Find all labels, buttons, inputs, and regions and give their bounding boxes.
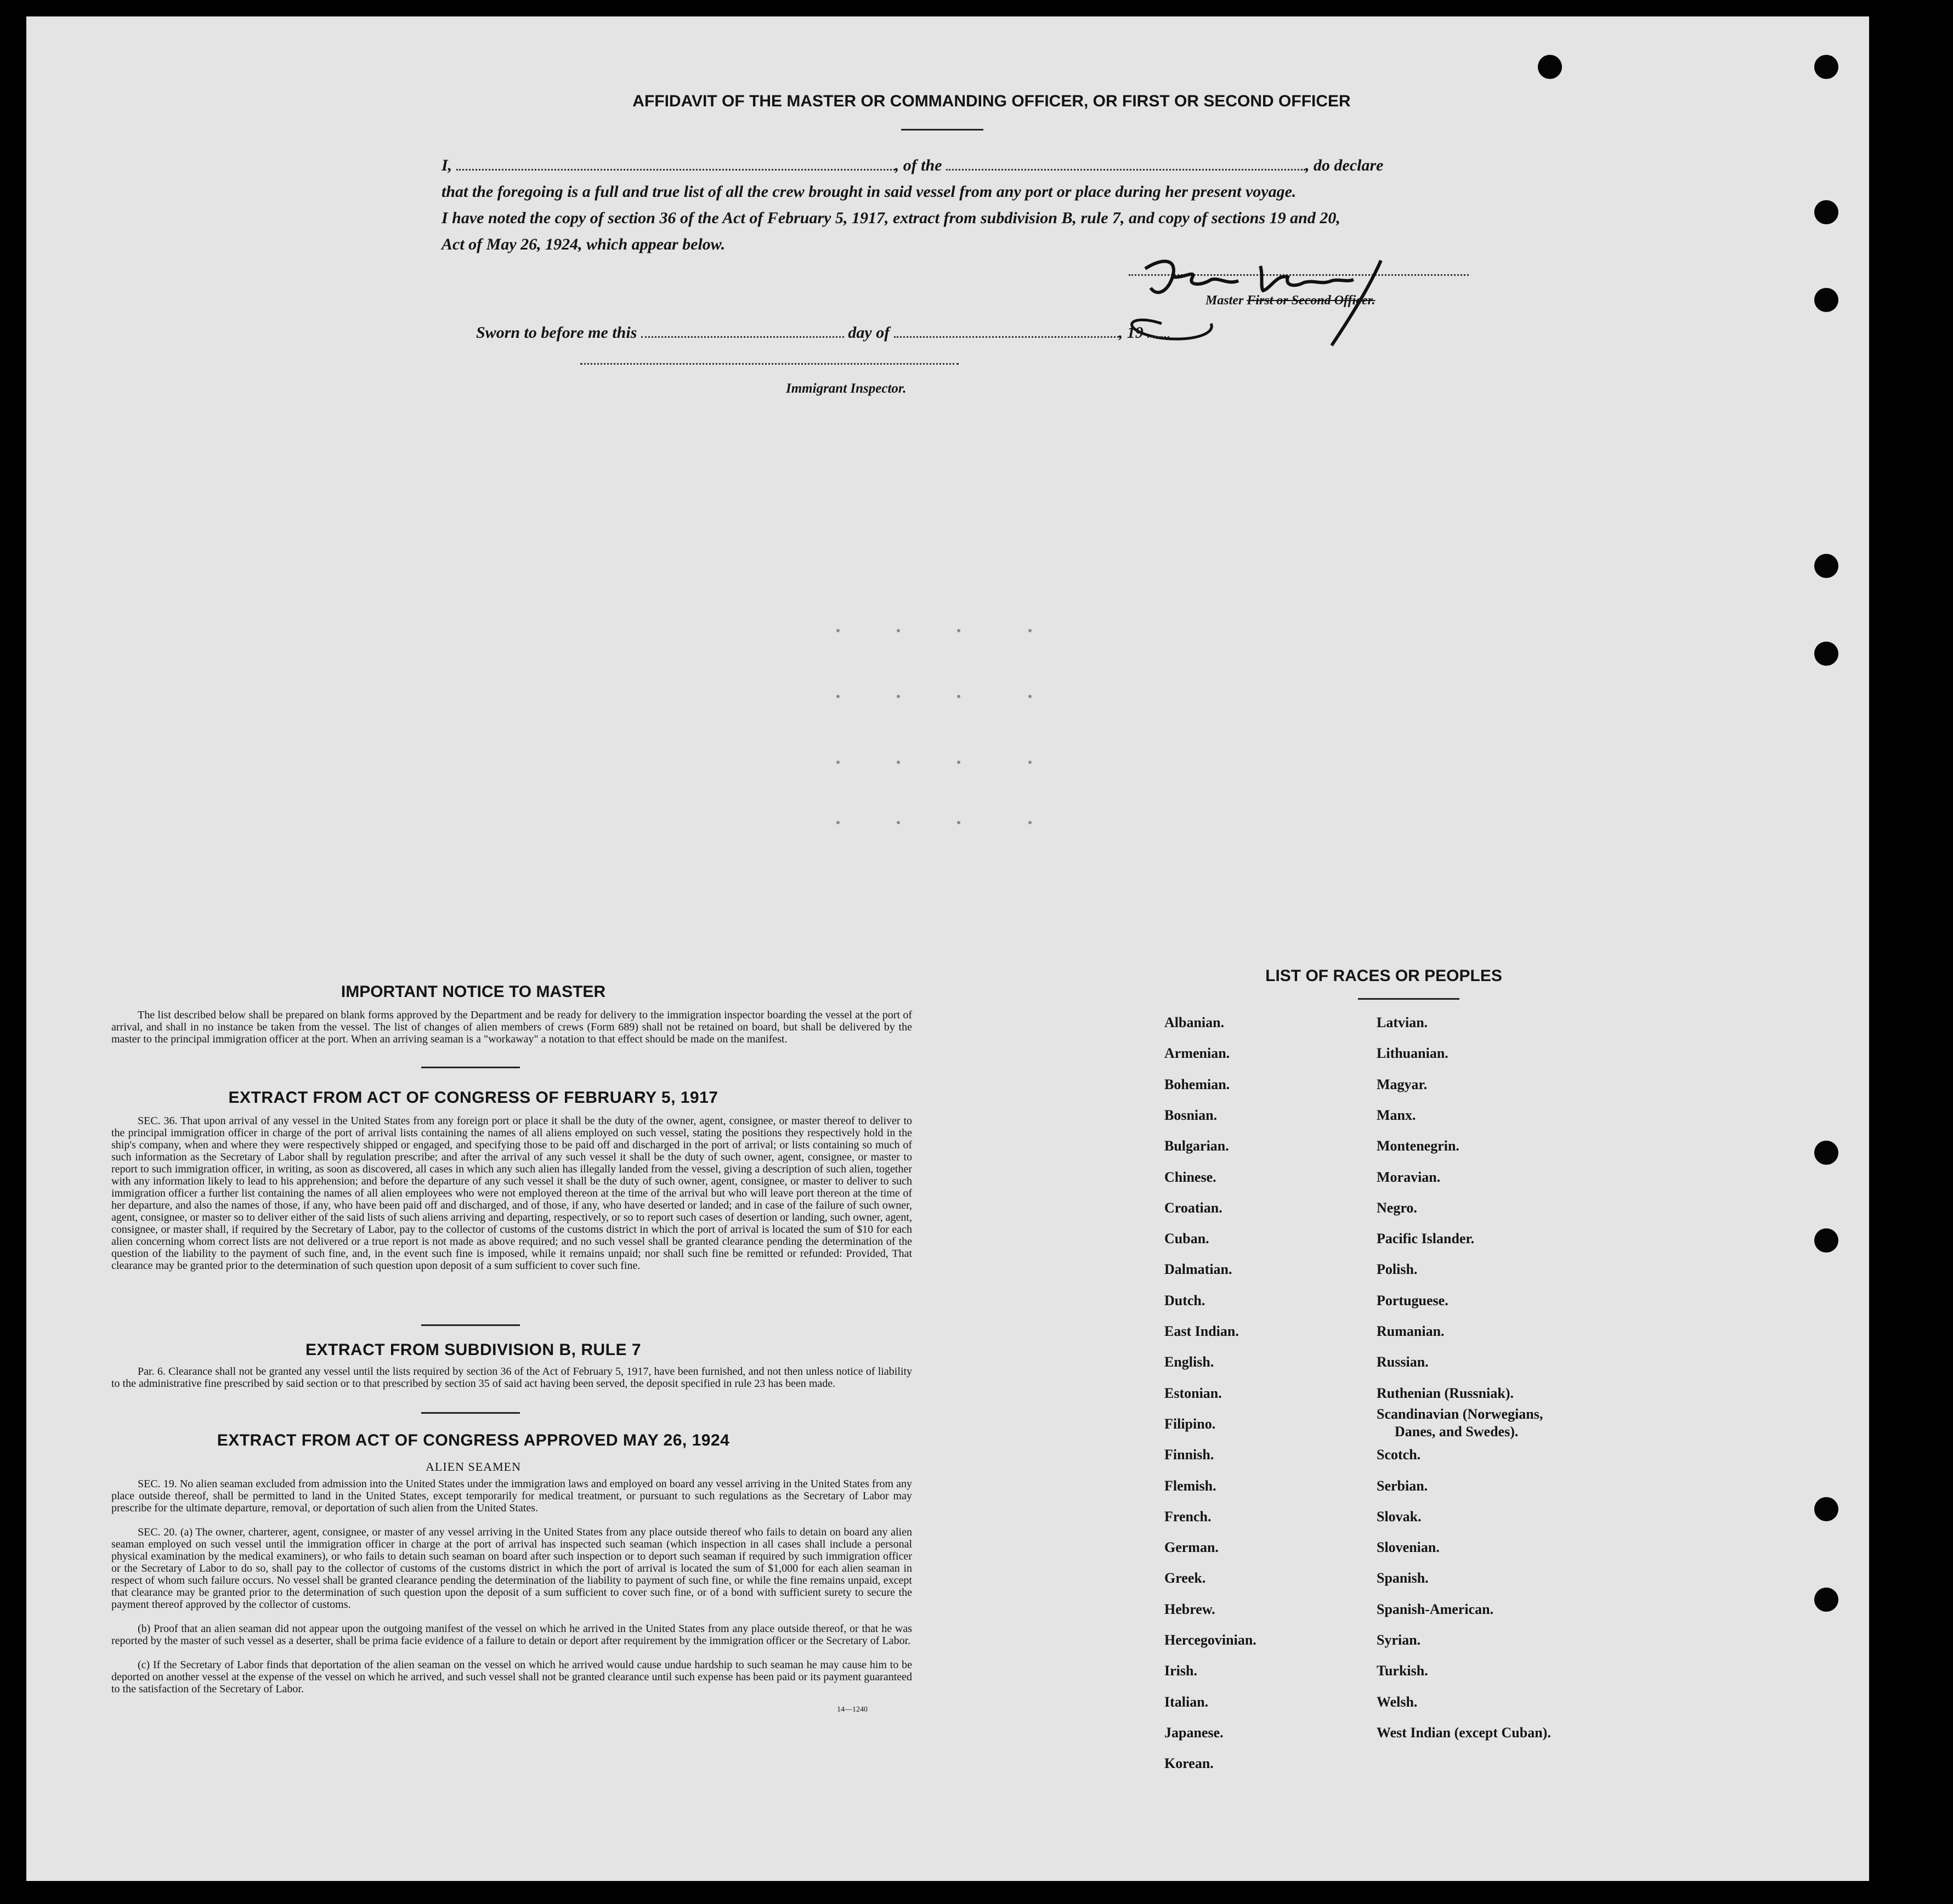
declaration-i-label: I, <box>441 156 452 174</box>
race-item: Estonian. <box>1164 1385 1222 1401</box>
section-rule <box>421 1067 520 1068</box>
race-item: Hercegovinian. <box>1164 1632 1256 1648</box>
extract-1924-title: EXTRACT FROM ACT OF CONGRESS APPROVED MAY 26, 1924 <box>217 1431 730 1449</box>
races-title: LIST OF RACES OR PEOPLES <box>1265 967 1502 985</box>
race-item: West Indian (except Cuban). <box>1377 1724 1551 1741</box>
race-item: Bohemian. <box>1164 1076 1230 1092</box>
extract-rule7-text: Par. 6. Clearance shall not be granted any vessel until the lists required by section 36 of the Act of February 5, 1917, have been furnished, and not then unless notice of liability to the administrative fine prescribed by said section or to that prescribed by section 35 of said act having been served, the deposit specified in rule 23 has been made. <box>111 1365 912 1390</box>
race-item: Dutch. <box>1164 1292 1205 1308</box>
day-of-label: day of <box>848 324 890 342</box>
race-item: Croatian. <box>1164 1199 1222 1216</box>
race-item: Magyar. <box>1377 1076 1428 1092</box>
declaration-line-3: I have noted the copy of section 36 of the Act of February 5, 1917, extract from subdivision B, rule 7, and copy of sections 19 and 20, <box>441 209 1340 227</box>
race-item: Rumanian. <box>1377 1323 1445 1339</box>
race-item: Lithuanian. <box>1377 1045 1448 1062</box>
extract-1924-subtitle: ALIEN SEAMEN <box>426 1460 521 1474</box>
sec-20b-text: (b) Proof that an alien seaman did not appear upon the outgoing manifest of the vessel on which he arrived in the United States from any place outside thereof, or that he was reported by the master of such vessel as a deserter, shall be prima facie evidence of a failure to detain or deport after requirement by the immigration officer or the Secretary of Labor. <box>111 1623 912 1647</box>
race-item: German. <box>1164 1539 1219 1556</box>
sworn-label: Sworn to before me this <box>476 324 637 342</box>
race-item: Filipino. <box>1164 1415 1216 1432</box>
section-rule <box>421 1324 520 1326</box>
race-item: Negro. <box>1377 1199 1417 1216</box>
race-item: French. <box>1164 1508 1212 1525</box>
race-item: Korean. <box>1164 1755 1214 1772</box>
race-item: Albanian. <box>1164 1015 1225 1030</box>
race-item: Spanish. <box>1377 1570 1429 1586</box>
extract-rule7-title: EXTRACT FROM SUBDIVISION B, RULE 7 <box>305 1341 642 1359</box>
race-item: Ruthenian (Russniak). <box>1377 1385 1514 1401</box>
race-item: Russian. <box>1377 1354 1429 1370</box>
race-item: Moravian. <box>1377 1169 1441 1185</box>
punch-hole <box>1814 1228 1838 1253</box>
master-label: Master <box>1205 293 1244 308</box>
notice-title: IMPORTANT NOTICE TO MASTER <box>341 983 606 1001</box>
race-item: Montenegrin. <box>1377 1138 1459 1154</box>
race-item: Slovenian. <box>1377 1539 1440 1556</box>
of-the-label: , of the <box>895 156 942 174</box>
race-item: Hebrew. <box>1164 1601 1215 1617</box>
punch-hole <box>1814 1588 1838 1612</box>
race-item: Spanish-American. <box>1377 1601 1494 1617</box>
race-item: Danes, and Swedes). <box>1395 1423 1519 1440</box>
race-item: Serbian. <box>1377 1477 1428 1494</box>
do-declare-label: , do declare <box>1305 156 1384 174</box>
race-item: Armenian. <box>1164 1045 1230 1062</box>
sec-19-text: SEC. 19. No alien seaman excluded from admission into the United States under the immigration laws and employed on board any vessel arriving in the United States from any place outside thereof, shall be permitted to land in the United States, except temporarily for medical treatment, or pursuant to such regulations as the Secretary of Labor may prescribe for the ultimate departure, removal, or deportation of such alien from the United States. <box>111 1478 912 1514</box>
race-item: Cuban. <box>1164 1231 1209 1247</box>
race-item: Scotch. <box>1377 1447 1421 1463</box>
race-item: Finnish. <box>1164 1447 1214 1463</box>
race-item: East Indian. <box>1164 1323 1239 1339</box>
form-number: 14—1240 <box>837 1705 868 1714</box>
year-label: , 19 <box>1118 324 1144 342</box>
race-item: Flemish. <box>1164 1477 1216 1494</box>
race-item: Slovak. <box>1377 1508 1422 1525</box>
race-item: Bosnian. <box>1164 1107 1218 1123</box>
race-item: Greek. <box>1164 1570 1206 1586</box>
races-title-rule <box>1358 998 1459 1000</box>
race-item: Portuguese. <box>1377 1292 1448 1308</box>
punch-hole <box>1814 1497 1838 1521</box>
declaration-line-2: that the foregoing is a full and true list of all the crew brought in said vessel from any port or place during her present voyage. <box>441 183 1297 201</box>
sec-20a-text: SEC. 20. (a) The owner, charterer, agent, consignee, or master of any vessel arriving in the United States from any place outside thereof who fails to detain on board any alien seaman employed on such vessel until the immigration officer in charge at the port of arrival has inspected such seaman (which inspection in all cases shall include a personal physical examination by the medical examiners), or who fails to detain such seaman on board after such inspection or to deport such seaman if required by such immigration officer or the Secretary of Labor to do so, shall pay to the collector of customs of the customs district in which the port of arrival is located the sum of $1,000 for each alien seaman in respect of whom such failure occurs. No vessel shall be granted clearance pending the determination of the liability to payment of such fine, or while the fine remains unpaid, except that clearance may be granted prior to the determination of such question upon the deposit of a sum sufficient to cover such fine, or of a bond with sufficient surety to secure the payment thereof approved by the collector of customs. <box>111 1526 912 1611</box>
affidavit-title: AFFIDAVIT OF THE MASTER OR COMMANDING OFFICER, OR FIRST OR SECOND OFFICER <box>632 92 1351 110</box>
race-item: Bulgarian. <box>1164 1138 1229 1154</box>
sec-20c-text: (c) If the Secretary of Labor finds that deportation of the alien seaman on the vessel on which he arrived would cause undue hardship to such seaman he may cause him to be deported on another vessel at the expense of the vessel on which he arrived, and such vessel shall not be granted clearance until such expense has been paid or its payment guaranteed to the satisfaction of the Secretary of Labor. <box>111 1659 912 1695</box>
struck-officer-label: First or Second Officer. <box>1247 293 1375 308</box>
race-item: Syrian. <box>1377 1632 1421 1648</box>
race-item: Turkish. <box>1377 1663 1428 1679</box>
race-item: Japanese. <box>1164 1724 1224 1741</box>
race-item: Irish. <box>1164 1663 1197 1679</box>
race-item: Italian. <box>1164 1693 1209 1710</box>
race-item: Polish. <box>1377 1261 1418 1278</box>
section-rule <box>421 1412 520 1414</box>
extract-1917-title: EXTRACT FROM ACT OF CONGRESS OF FEBRUARY 5, 1917 <box>228 1089 718 1107</box>
punch-hole <box>1814 1141 1838 1165</box>
race-item: Chinese. <box>1164 1169 1216 1185</box>
extract-1917-text: SEC. 36. That upon arrival of any vessel in the United States from any foreign port or place it shall be the duty of the owner, agent, consignee, or master thereof to deliver to the principal immigration officer in charge of the port of arrival lists containing the names of all aliens employed on such vessel, stating the positions they respectively hold in the ship's company, when and where they were respectively shipped or engaged, and specifying those to be paid off and discharged in the port of arrival; or lists containing so much of such information as the Secretary of Labor shall by regulation prescribe; and after the arrival of any such vessel it shall be the duty of such owner, agent, consignee, or master to report to such immigration officer, in writing, as soon as discovered, all cases in which any such alien has illegally landed from the vessel, giving a description of such alien, together with any information likely to lead to his apprehension; and before the departure of any such vessel it shall be the duty of such owner, agent, consignee, or master to deliver to such immigration officer a further list containing the names of all alien employees who were not employed thereon at the time of the arrival but who will leave port thereon at the time of her departure, and also the names of those, if any, who have been paid off and discharged, and of those, if any, who have deserted or landed; and in case of the failure of such owner, agent, consignee, or master so to deliver either of the said lists of such aliens arriving and departing, respectively, or so to report such cases of desertion or landing, such owner, agent, consignee, or master shall, if required by the Secretary of Labor, pay to the collector of customs of the customs district in which the port of arrival is located the sum of $10 for each alien concerning whom correct lists are not delivered or a true report is not made as above required; and no such vessel shall be granted clearance pending the determination of the question of the liability to the payment of such fine, and, in the event such fine is imposed, while it remains unpaid; nor shall such fine be remitted or refunded: Provided, That clearance may be granted prior to the determination of such question upon deposit of a sum sufficient to cover such fine. <box>111 1115 912 1272</box>
inspector-caption: Immigrant Inspector. <box>786 381 907 396</box>
document-page <box>26 16 1869 1881</box>
notice-text: The list described below shall be prepared on blank forms approved by the Department and be ready for delivery to the immigration inspector boarding the vessel at the port of arrival, and shall in no instance be taken from the vessel. The list of changes of alien members of crews (Form 689) shall not be retained on board, but shall be delivered by the master to the principal immigration officer at the port. When an arriving seaman is a "workaway" a notation to that effect should be made on the manifest. <box>111 1009 912 1045</box>
bleed-through-dots <box>26 16 1869 894</box>
declaration-line-4: Act of May 26, 1924, which appear below. <box>441 235 726 253</box>
race-item: Dalmatian. <box>1164 1261 1232 1278</box>
race-item: Pacific Islander. <box>1377 1231 1475 1247</box>
race-item: Scandinavian (Norwegians, <box>1377 1406 1543 1422</box>
race-item: Manx. <box>1377 1107 1416 1123</box>
race-item: Welsh. <box>1377 1693 1418 1710</box>
race-item: English. <box>1164 1354 1214 1370</box>
race-item: Latvian. <box>1377 1015 1428 1030</box>
